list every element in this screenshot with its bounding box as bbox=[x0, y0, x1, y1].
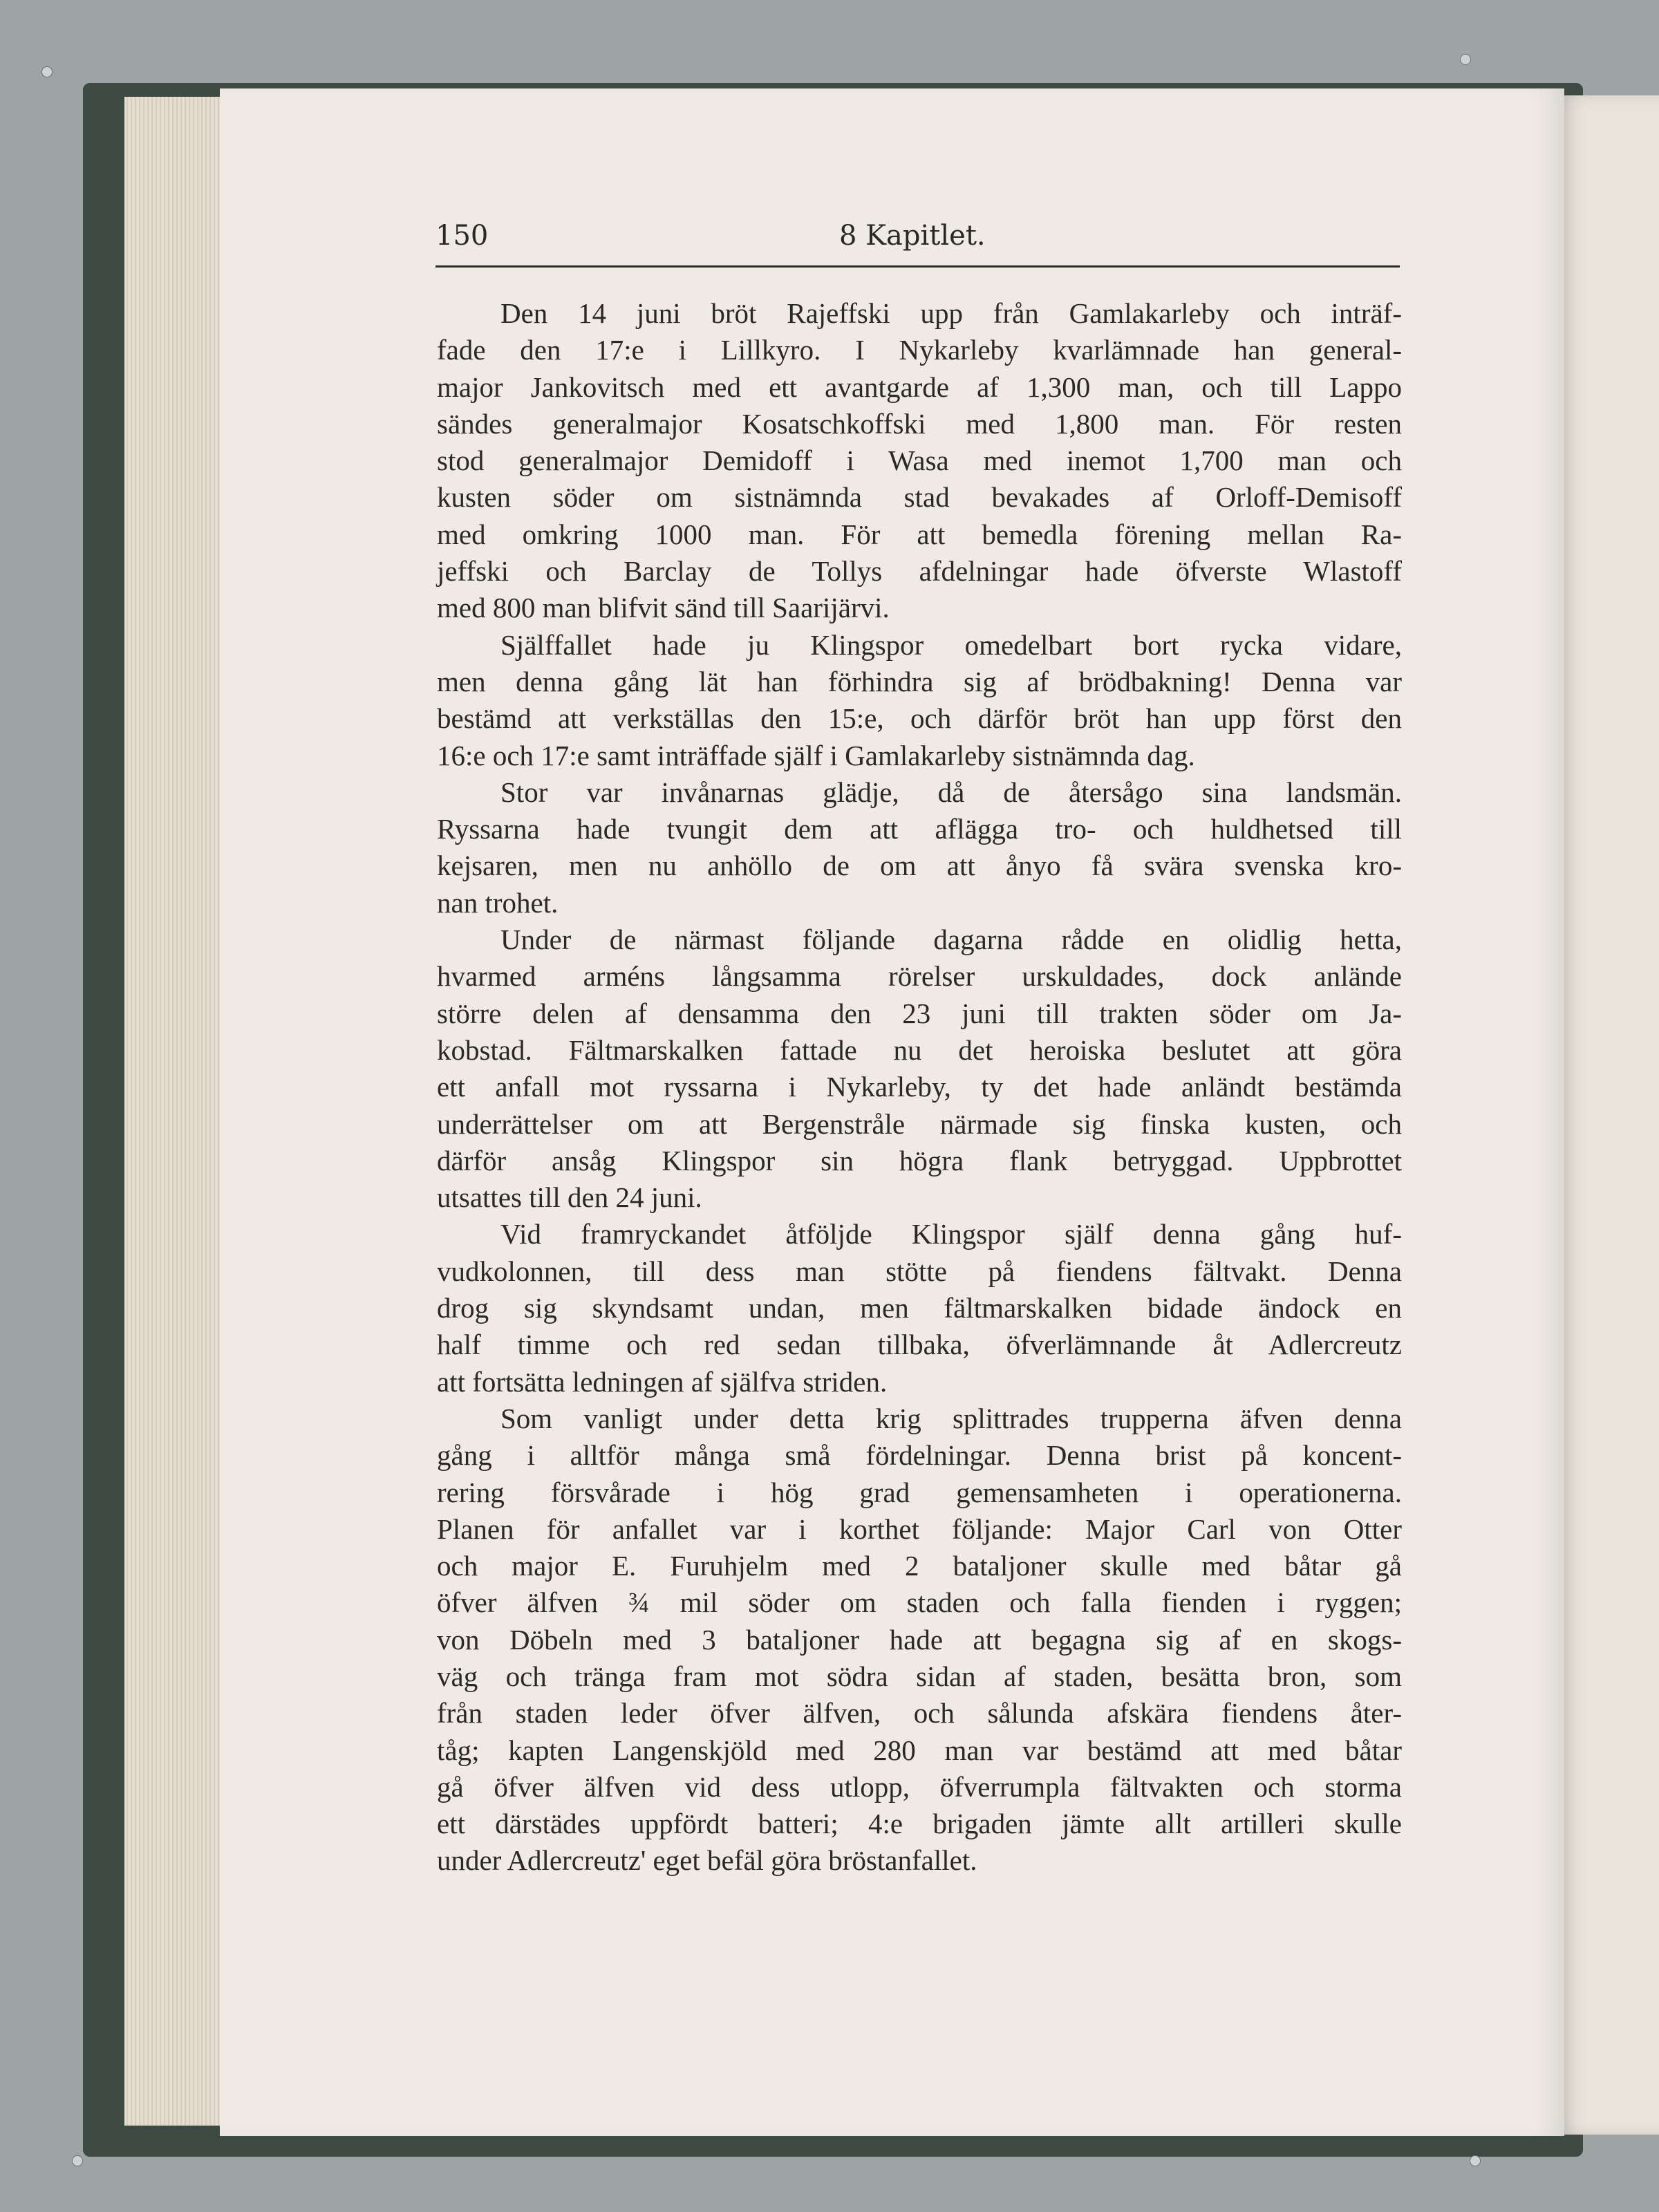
paragraph bbox=[437, 295, 1402, 627]
text-line: hvarmed arméns långsamma rörelser urskuldades, dock anlände bbox=[437, 960, 1402, 993]
body-text bbox=[437, 295, 1402, 1880]
text-line: Själffallet hade ju Klingspor omedelbart bort rycka vidare, bbox=[500, 628, 1402, 661]
text-line: Planen för anfallet var i korthet följande: Major Carl von Otter bbox=[437, 1512, 1402, 1545]
text-line: sändes generalmajor Kosatschkoffski med 1,800 man. För resten bbox=[437, 407, 1402, 440]
paragraph bbox=[437, 627, 1402, 774]
text-line: från staden leder öfver älfven, och sålunda afskära fiendens åter- bbox=[437, 1697, 1402, 1730]
text-line: stod generalmajor Demidoff i Wasa med inemot 1,700 man och bbox=[437, 444, 1402, 477]
text-line: kusten söder om sistnämnda stad bevakades af Orloff-Demisoff bbox=[437, 481, 1402, 514]
text-line: Som vanligt under detta krig splittrades trupperna äfven denna bbox=[500, 1402, 1402, 1434]
pin-top-left bbox=[41, 66, 53, 77]
pin-top-right bbox=[1460, 54, 1471, 65]
text-line: Under de närmast följande dagarna rådde en olidlig hetta, bbox=[500, 924, 1402, 956]
header-rule bbox=[435, 265, 1400, 268]
text-line: ett därstädes uppfördt batteri; 4:e brigaden jämte allt artilleri skulle bbox=[437, 1808, 1402, 1840]
text-line: men denna gång lät han förhindra sig af brödbakning! Denna var bbox=[437, 665, 1402, 697]
text-line: med omkring 1000 man. För att bemedla förening mellan Ra- bbox=[437, 518, 1402, 550]
text-line: Vid framryckandet åtföljde Klingspor själf denna gång huf- bbox=[500, 1218, 1402, 1250]
paragraph bbox=[437, 1216, 1402, 1400]
text-line: major Jankovitsch med ett avantgarde af 1,300 man, och till Lappo bbox=[437, 371, 1402, 403]
text-line: större delen af densamma den 23 juni till trakten söder om Ja- bbox=[437, 997, 1402, 1029]
text-line: gå öfver älfven vid dess utlopp, öfverrumpla fältvakten och storma bbox=[437, 1770, 1402, 1803]
text-line: jeffski och Barclay de Tollys afdelningar hade öfverste Wlastoff bbox=[437, 555, 1402, 588]
text-line: half timme och red sedan tillbaka, öfverlämnande åt Adlercreutz bbox=[437, 1329, 1402, 1361]
paragraph bbox=[437, 921, 1402, 1216]
text-line: kobstad. Fältmarskalken fattade nu det heroiska beslutet att göra bbox=[437, 1033, 1402, 1066]
pin-bottom-right bbox=[1470, 2155, 1481, 2166]
text-line: med 800 man blifvit sänd till Saarijärvi. bbox=[437, 592, 890, 624]
text-line: bestämd att verkställas den 15:e, och därför bröt han upp först den bbox=[437, 702, 1402, 735]
text-line: von Döbeln med 3 bataljoner hade att begagna sig af en skogs- bbox=[437, 1623, 1402, 1656]
text-line: väg och tränga fram mot södra sidan af staden, besätta bron, som bbox=[437, 1660, 1402, 1692]
text-line: Stor var invånarnas glädje, då de återsågo sina landsmän. bbox=[500, 776, 1402, 808]
text-line: Den 14 juni bröt Rajeffski upp från Gamlakarleby och inträf- bbox=[500, 297, 1402, 329]
text-line: underrättelser om att Bergenstråle närmade sig finska kusten, och bbox=[437, 1107, 1402, 1140]
paragraph bbox=[437, 1400, 1402, 1880]
text-line: fade den 17:e i Lillkyro. I Nykarleby kvarlämnade han general- bbox=[437, 334, 1402, 366]
text-line: gång i alltför många små fördelningar. Denna brist på koncent- bbox=[437, 1439, 1402, 1472]
text-line: öfver älfven ¾ mil söder om staden och falla fienden i ryggen; bbox=[437, 1586, 1402, 1619]
text-line: och major E. Furuhjelm med 2 bataljoner skulle med båtar gå bbox=[437, 1550, 1402, 1582]
text-line: drog sig skyndsamt undan, men fältmarskalken bidade ändock en bbox=[437, 1292, 1402, 1324]
text-line: Ryssarna hade tvungit dem att aflägga tro- och huldhetsed till bbox=[437, 813, 1402, 845]
page-edges bbox=[124, 97, 221, 2126]
text-line: tåg; kapten Langenskjöld med 280 man var bestämd att med båtar bbox=[437, 1734, 1402, 1766]
text-line: ett anfall mot ryssarna i Nykarleby, ty det hade anländt bestämda bbox=[437, 1071, 1402, 1103]
text-line: rering försvårade i hög grad gemensamheten i operationerna. bbox=[437, 1476, 1402, 1508]
text-line: kejsaren, men nu anhöllo de om att ånyo få svära svenska kro- bbox=[437, 850, 1402, 882]
running-head: 8 Kapitlet. bbox=[839, 220, 986, 252]
pin-bottom-left bbox=[72, 2155, 83, 2166]
facing-page bbox=[1554, 95, 1659, 2135]
text-line: under Adlercreutz' eget befäl göra bröstanfallet. bbox=[437, 1844, 977, 1877]
text-line: därför ansåg Klingspor sin högra flank betryggad. Uppbrottet bbox=[437, 1144, 1402, 1177]
paragraph bbox=[437, 774, 1402, 921]
text-line: 16:e och 17:e samt inträffade själf i Gamlakarleby sistnämnda dag. bbox=[437, 739, 1195, 771]
page-number: 150 bbox=[435, 220, 489, 252]
text-line: vudkolonnen, till dess man stötte på fiendens fältvakt. Denna bbox=[437, 1255, 1402, 1287]
text-line: att fortsätta ledningen af själfva striden. bbox=[437, 1365, 888, 1398]
text-line: utsattes till den 24 juni. bbox=[437, 1181, 702, 1214]
text-line: nan trohet. bbox=[437, 886, 559, 919]
